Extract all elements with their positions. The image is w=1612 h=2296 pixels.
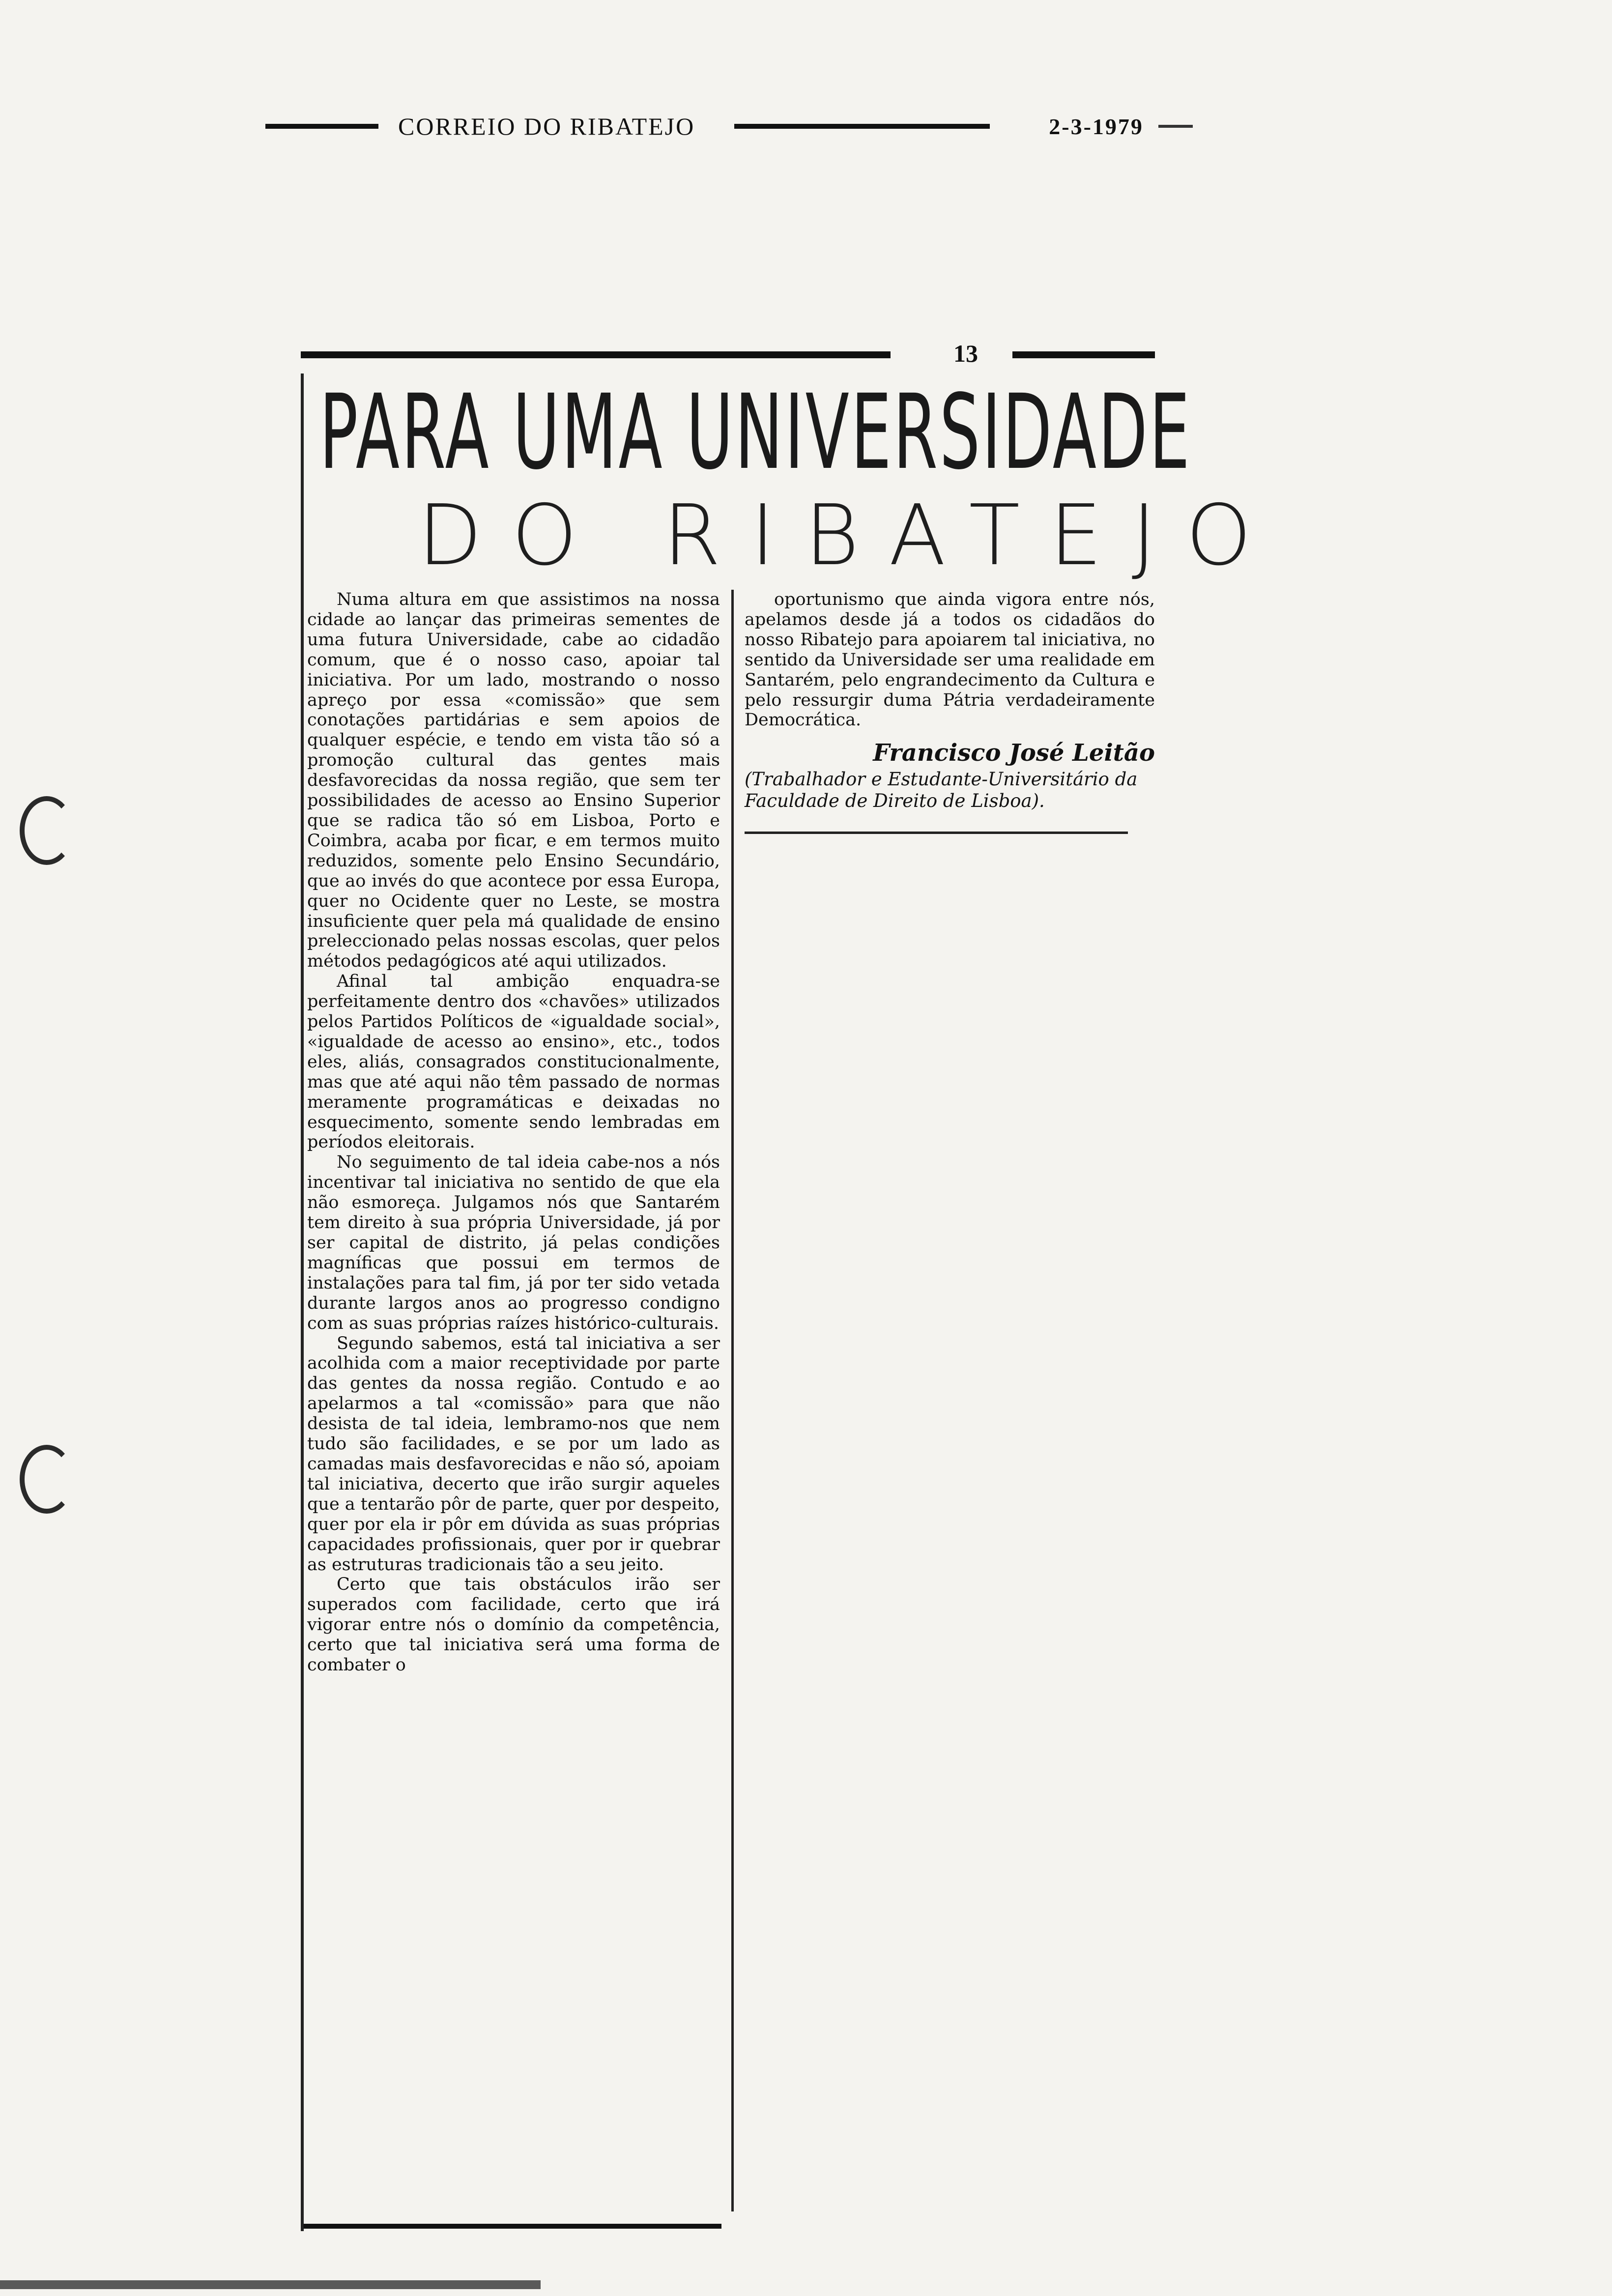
masthead [265,109,1307,144]
punch-hole-mark [20,1445,74,1514]
headline-line-1 [319,372,1192,492]
page-number: 13 [953,340,978,367]
article-left-border [301,373,304,2231]
signature-rule [745,832,1128,834]
left-column [307,590,720,1675]
paragraph: oportunismo que ainda vigora entre nós, apelamos desde já a todos os cidadãos do nosso Ribatejo para apoiarem tal iniciativa, no sentido da Universidade ser uma realidade em Santarém, pelo engrandecimento da Cultura e pelo ressurgir duma Pátria verdadeiramente Democrática. [745,590,1155,730]
right-column [745,590,1155,834]
paragraph: No seguimento de tal ideia cabe-nos a nós incentivar tal iniciativa no sentido de que ela não esmoreça. Julgamos nós que Santarém tem direito à sua própria Universidade, já por ser capital de distrito, já pelas condições magníficas que possui em termos de instalações para tal fim, já por ter sido vetada durante largos anos ao progresso condigno com as suas próprias raízes histórico-culturais. [307,1152,720,1333]
paragraph: Certo que tais obstáculos irão ser superados com facilidade, certo que irá vigorar entre nós o domínio da competência, certo que tal iniciativa será uma forma de combater o [307,1575,720,1675]
punch-hole-mark [20,796,74,865]
scan-edge-strip [0,2280,541,2289]
masthead-middle-rule [734,124,990,129]
paragraph: Afinal tal ambição enquadra-se perfeitamente dentro dos «chavões» utilizados pelos Partidos Políticos de «igualdade social», «igualdade de acesso ao ensino», etc., todos eles, aliás, consagrados constitucionalmente, mas que até aqui não têm passado de normas meramente programáticas e deixadas no esquecimento, somente sendo lembradas em períodos eleitorais. [307,972,720,1152]
article-top-rule-left [301,351,891,358]
paragraph: Numa altura em que assistimos na nossa cidade ao lançar das primeiras sementes de uma futura Universidade, cabe ao cidadão comum, que é o nosso caso, apoiar tal iniciativa. Por um lado, mostrando o nosso apreço por essa «comissão» que sem conotações partidárias e sem apoios de qualquer espécie, e tendo em vista tão só a promoção cultural das gentes mais desfavorecidas da nossa região, que sem ter possibilidades de acesso ao Ensino Superior que se radica tão só em Lisboa, Porto e Coimbra, acaba por ficar, e em termos muito reduzidos, somente pelo Ensino Secundário, que ao invés do que acontece por essa Europa, quer no Ocidente quer no Leste, se mostra insuficiente quer pela má qualidade de ensino preleccionado pelas nossas escolas, quer pelos métodos pedagógicos até aqui utilizados. [307,590,720,972]
paragraph: Segundo sabemos, está tal iniciativa a ser acolhida com a maior receptividade por parte das gentes da nossa região. Contudo e ao apelarmos a tal «comissão» para que não desista de tal ideia, lembramo-nos que nem tudo são facilidades, e se por um lado as camadas mais desfavorecidas e não só, apoiam tal iniciativa, decerto que irão surgir aqueles que a tentarão pôr de parte, quer por despeito, quer por ela ir pôr em dúvida as suas próprias capacidades profissionais, quer por ir quebrar as estruturas tradicionais tão a seu jeito. [307,1333,720,1575]
headline-line-2: DO RIBATEJO [418,487,1281,584]
headline-line-1-text: PARA UMA UNIVERSIDADE [319,372,1192,492]
masthead-left-rule [265,124,378,129]
newspaper-title: CORREIO DO RIBATEJO [398,113,695,140]
publication-date: 2-3-1979 [1049,114,1144,139]
article-bottom-rule [304,2224,721,2229]
column-divider [731,590,734,2211]
author-signature: Francisco José Leitão [873,739,1155,767]
author-role: (Trabalhador e Estudante-Universitário da Faculdade de Direito de Lisboa). [745,769,1138,812]
article-top-rule-right [1012,351,1155,358]
masthead-right-rule [1158,125,1193,128]
